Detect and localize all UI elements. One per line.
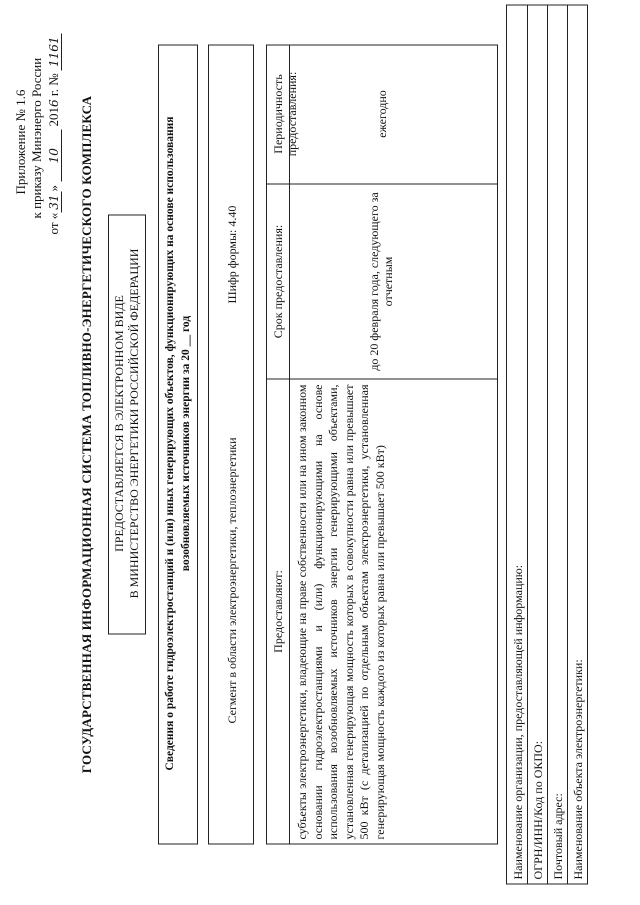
date-day: 31 [47,191,62,212]
col1-text: субъекты электроэнергетики, владеющие на праве собственности или на ином законном основании гидроэлектростанциями и (или) функционирующими на основе использования возобновляемых источников энергии генерирующими объектами, установленная генерирующая мощность которых в совокупности равна или превышает 500 кВт (с детализацией по отдельным объектам электроэнергетики, установленная генерирующая мощность каждого из которых равна или превышает 500 кВт) [295,384,387,840]
org-row-line-3 [567,6,568,884]
col2-header: Срок предоставления: [271,224,285,339]
appendix-line2: к приказу Минэнерго России [29,57,44,219]
org-ids-label: ОГРН/ИНН/Код по ОКПО: [531,740,545,880]
date-month: 10 [47,130,62,182]
table-divider-2 [267,184,497,185]
table-divider-1 [267,379,497,380]
col3-header: Периодичность предоставления: [271,71,299,157]
info-title-box [158,45,198,845]
order-label: г. № [46,73,61,97]
order-number: 1161 [47,33,62,70]
date-prefix: от « [46,212,61,235]
year-prefix: 201 [46,106,61,127]
appendix-line1: Приложение № 1.6 [13,89,28,195]
electronic-box [108,215,146,635]
org-row-line-2 [547,6,548,884]
org-name-label: Наименование организации, предоставляющей информацию: [511,564,525,880]
submission-table [266,45,498,845]
facility-name-label: Наименование объекта электроэнергетики: [571,659,585,880]
electronic-line2: В МИНИСТЕРСТВО ЭНЕРГЕТИКИ РОССИЙСКОЙ ФЕДЕРАЦИИ [127,248,141,599]
info-title-line2: возобновляемых источников энергии за 20 __ год [180,315,192,572]
organization-box [506,5,588,885]
col1-header: Предоставляют: [271,570,285,653]
electronic-line1: ПРЕДОСТАВЛЯЕТСЯ В ЭЛЕКТРОННОМ ВИДЕ [112,295,126,552]
form-code: Шифр формы: 4.40 [225,205,239,304]
org-row-line-1 [527,6,528,884]
appendix-line3 [47,33,62,234]
segment-label: Сегмент в области электроэнергетики, теплоэнергетики [225,437,239,724]
main-title: ГОСУДАРСТВЕННАЯ ИНФОРМАЦИОННАЯ СИСТЕМА ТОПЛИВНО-ЭНЕРГЕТИЧЕСКОГО КОМПЛЕКСА [79,95,94,774]
info-title-line1: Сведения о работе гидроэлектростанций и (или) иных генерирующих объектов, функционирующих на основе использования [164,116,176,771]
col3-text: ежегодно [375,90,389,138]
col2-text: до 20 февраля года, следующего за отчетным [367,192,395,371]
year-digit: 6 [47,99,61,107]
date-mid: » [46,184,61,192]
postal-address-label: Почтовый адрес: [551,793,565,880]
segment-box [208,45,254,845]
